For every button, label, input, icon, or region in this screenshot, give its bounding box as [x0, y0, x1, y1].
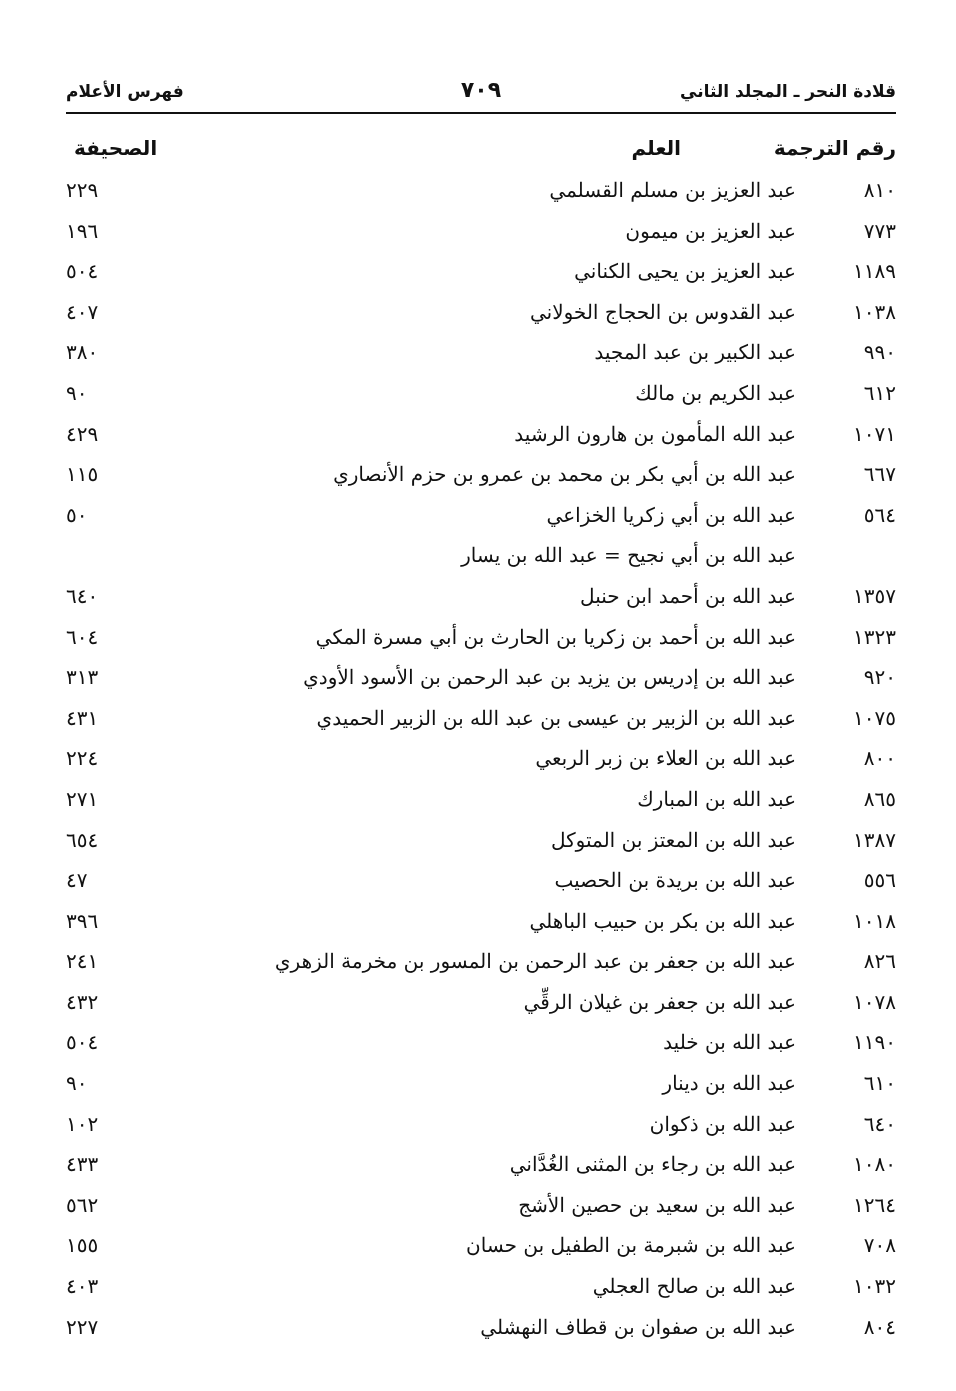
entry-number: ١٠٧٥	[853, 705, 896, 730]
entry-name: عبد الله بن جعفر بن غيلان الرقِّي	[523, 989, 796, 1014]
index-entry-row	[66, 535, 896, 576]
entry-page: ٢٢٤	[66, 746, 99, 771]
entry-name: عبد الله بن أحمد ابن حنبل	[580, 583, 796, 608]
entry-name: عبد الله بن المبارك	[637, 786, 796, 811]
entry-name: عبد الله بن الزبير بن عيسى بن عبد الله بن الزبير الحميدي	[316, 705, 796, 730]
entry-name: عبد الله بن دينار	[662, 1071, 796, 1096]
entry-number: ٨٢٦	[863, 949, 896, 974]
entry-name: عبد العزيز بن ميمون	[625, 218, 796, 243]
entry-name: عبد الله بن خليد	[663, 1030, 796, 1055]
entry-page: ٥٠	[66, 502, 88, 527]
entry-number: ١٣٥٧	[853, 583, 896, 608]
entry-page: ٩٠	[66, 1071, 88, 1096]
index-entry-row	[66, 901, 896, 942]
index-entry-row	[66, 617, 896, 658]
entry-number: ٦٦٧	[863, 462, 896, 487]
entry-number: ٩٩٠	[863, 340, 896, 365]
entry-name: عبد القدوس بن الحجاج الخولاني	[529, 299, 796, 324]
entry-number: ٦١٠	[863, 1071, 896, 1096]
entry-name: عبد الله بن أبي زكريا الخزاعي	[546, 502, 796, 527]
index-entry-row	[66, 1063, 896, 1104]
entry-page: ١١٥	[66, 462, 99, 487]
page-number: ٧٠٩	[460, 78, 502, 103]
entry-page: ٦٠٤	[66, 624, 99, 649]
entry-page: ٣١٣	[66, 665, 99, 690]
index-entry-row	[66, 820, 896, 861]
entry-number: ١٠٧١	[853, 421, 896, 446]
entry-name: عبد الله بن العلاء بن زبر الربعي	[535, 746, 796, 771]
entry-page: ٩٠	[66, 380, 88, 405]
index-entries	[66, 170, 896, 1347]
entry-name: عبد الله بن شبرمة بن الطفيل بن حسان	[466, 1233, 796, 1258]
index-entry-row	[66, 982, 896, 1023]
entry-page: ٤٣١	[66, 705, 99, 730]
entry-name: عبد العزيز بن يحيى الكناني	[574, 259, 796, 284]
index-entry-row	[66, 576, 896, 617]
entry-page: ٤٠٧	[66, 299, 99, 324]
entry-page: ٣٨٠	[66, 340, 99, 365]
index-entry-row	[66, 211, 896, 252]
entry-number: ١١٩٠	[853, 1030, 896, 1055]
index-entry-row	[66, 738, 896, 779]
entry-number: ١٠٨٠	[853, 1152, 896, 1177]
entry-number: ١٣٢٣	[853, 624, 896, 649]
entry-page: ٣٩٦	[66, 908, 99, 933]
entry-number: ٥٥٦	[863, 868, 896, 893]
book-title: قلادة النحر ـ المجلد الثاني	[680, 82, 896, 102]
name-header: العلم	[631, 136, 681, 160]
index-entry-row	[66, 698, 896, 739]
entry-name: عبد الله بن المعتز بن المتوكل	[550, 827, 796, 852]
index-entry-row	[66, 779, 896, 820]
entry-page: ٤٧	[66, 868, 88, 893]
entry-page: ٢٧١	[66, 786, 99, 811]
entry-name: عبد الله بن صفوان بن قطاف النهشلي	[480, 1314, 796, 1339]
entry-page: ١٠٢	[66, 1111, 99, 1136]
entry-page: ٢٤١	[66, 949, 99, 974]
entry-number: ١٠١٨	[853, 908, 896, 933]
page-header: الصحيفة	[74, 136, 158, 160]
entry-number-header: رقم الترجمة	[773, 136, 896, 160]
entry-number: ٨٠٠	[863, 746, 896, 771]
entry-page: ٤٣٢	[66, 989, 99, 1014]
entry-name: عبد الله بن أبي بكر بن محمد بن عمرو بن حزم الأنصاري	[333, 462, 796, 487]
entry-number: ١١٨٩	[853, 259, 896, 284]
running-header	[66, 76, 896, 114]
entry-name: عبد الله المأمون بن هارون الرشيد	[514, 421, 796, 446]
entry-page: ٤٠٣	[66, 1274, 99, 1299]
index-entry-row	[66, 1225, 896, 1266]
index-entry-row	[66, 292, 896, 333]
entry-number: ١٠٧٨	[853, 989, 896, 1014]
entry-number: ١٠٣٢	[853, 1274, 896, 1299]
entry-number: ١٠٣٨	[853, 299, 896, 324]
index-entry-row	[66, 1266, 896, 1307]
entry-number: ٨٠٤	[863, 1314, 896, 1339]
entry-name: عبد الله بن أبي نجيح = عبد الله بن يسار	[461, 543, 796, 568]
entry-page: ٥٠٤	[66, 1030, 99, 1055]
entry-number: ٩٢٠	[863, 665, 896, 690]
section-title: فهرس الأعلام	[66, 82, 184, 102]
entry-number: ٥٦٤	[863, 502, 896, 527]
entry-name: عبد الله بن ذكوان	[649, 1111, 796, 1136]
index-entry-row	[66, 1104, 896, 1145]
entry-name: عبد العزيز بن مسلم القسلمي	[549, 178, 796, 202]
column-headers	[66, 134, 896, 168]
entry-page: ٦٥٤	[66, 827, 99, 852]
entry-number: ٨١٠	[863, 178, 896, 202]
index-entry-row	[66, 1144, 896, 1185]
entry-name: عبد الله بن إدريس بن يزيد بن عبد الرحمن بن الأسود الأودي	[303, 665, 796, 690]
index-entry-row	[66, 414, 896, 455]
entry-name: عبد الله بن بريدة بن الحصيب	[554, 868, 796, 893]
index-entry-row	[66, 454, 896, 495]
entry-number: ١٢٦٤	[853, 1192, 896, 1217]
entry-number: ٧٧٣	[863, 218, 896, 243]
index-entry-row	[66, 1307, 896, 1348]
entry-name: عبد الله بن سعيد بن حصين الأشج	[518, 1192, 796, 1217]
index-entry-row	[66, 860, 896, 901]
entry-number: ٧٠٨	[863, 1233, 896, 1258]
entry-page: ٢٢٧	[66, 1314, 99, 1339]
entry-number: ٨٦٥	[863, 786, 896, 811]
entry-page: ٦٤٠	[66, 583, 99, 608]
index-entry-row	[66, 332, 896, 373]
entry-page: ١٩٦	[66, 218, 99, 243]
index-entry-row	[66, 657, 896, 698]
entry-name: عبد الكريم بن مالك	[635, 380, 796, 405]
index-entry-row	[66, 170, 896, 211]
index-entry-row	[66, 1022, 896, 1063]
index-entry-row	[66, 373, 896, 414]
entry-name: عبد الله بن رجاء بن المثنى الغُدَّاني	[509, 1152, 796, 1177]
entry-number: ٦١٢	[863, 380, 896, 405]
entry-page: ٤٢٩	[66, 421, 99, 446]
entry-name: عبد الله بن صالح العجلي	[592, 1274, 796, 1299]
entry-number: ١٣٨٧	[853, 827, 896, 852]
index-entry-row	[66, 941, 896, 982]
entry-page: ٥٦٢	[66, 1192, 99, 1217]
entry-name: عبد الله بن جعفر بن عبد الرحمن بن المسور بن مخرمة الزهري	[274, 949, 796, 974]
entry-name: عبد الله بن بكر بن حبيب الباهلي	[529, 908, 796, 933]
index-entry-row	[66, 251, 896, 292]
entry-page: ٥٠٤	[66, 259, 99, 284]
entry-page: ١٥٥	[66, 1233, 99, 1258]
entry-page: ٤٣٣	[66, 1152, 99, 1177]
entry-name: عبد الله بن أحمد بن زكريا بن الحارث بن أبي مسرة المكي	[315, 624, 796, 649]
index-entry-row	[66, 1185, 896, 1226]
index-entry-row	[66, 495, 896, 536]
entry-number: ٦٤٠	[863, 1111, 896, 1136]
entry-page: ٢٢٩	[66, 178, 99, 202]
entry-name: عبد الكبير بن عبد المجيد	[594, 340, 796, 365]
